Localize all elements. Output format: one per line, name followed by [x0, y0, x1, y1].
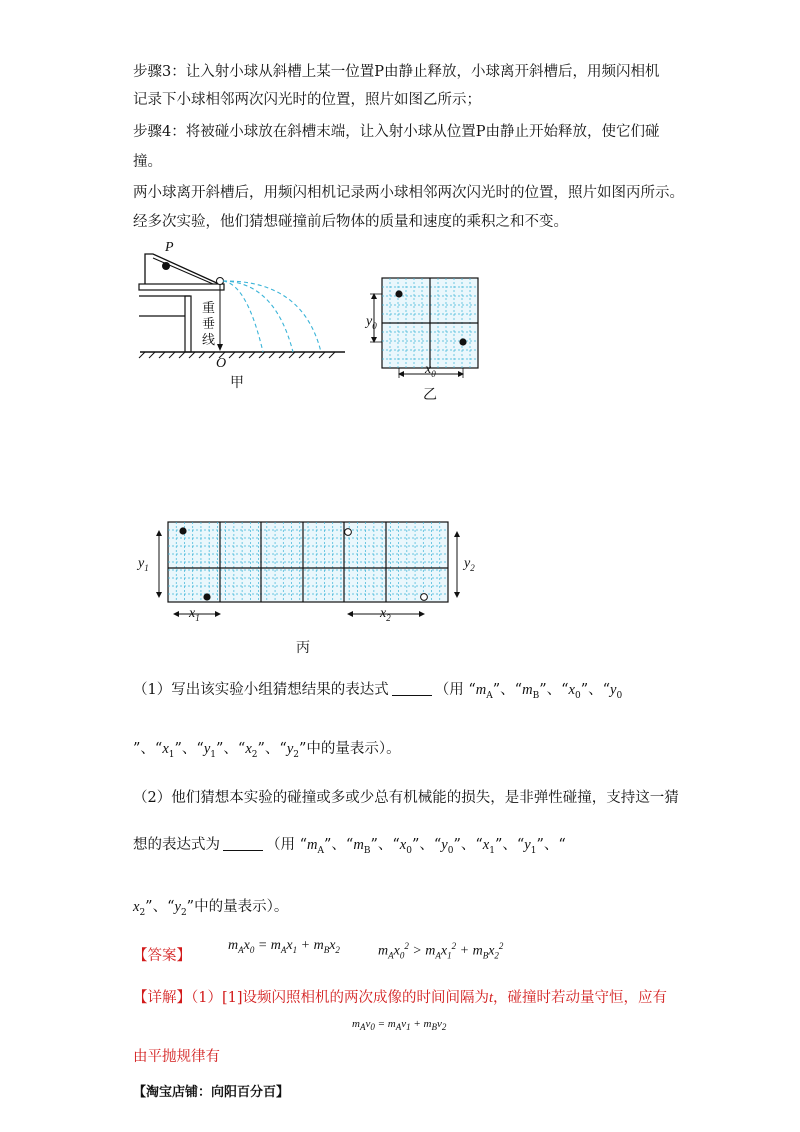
question-2-line2: 想的表达式为 （用 “$m_A$”、“$m_B$”、“$x_0$”、“$y_0$”、“$x_1$”、“$y_1$”、“: [133, 837, 566, 856]
label-y1: $y_1$: [138, 556, 149, 573]
caption-jia: 甲: [230, 375, 244, 391]
label-y0: $y_0$: [366, 314, 377, 331]
answer-blank-2[interactable]: [223, 836, 263, 851]
paragraph-2: 经多次实验，他们猜想碰撞前后物体的质量和速度的乘积之和不变。: [133, 214, 568, 230]
label-O: O: [216, 356, 227, 371]
answer-expression-2: $m_Ax_0^2 > m_Ax_1^2 + m_Bx_2^2$: [378, 941, 504, 961]
paragraph-1: 两小球离开斜槽后，用频闪相机记录两小球相邻两次闪光时的位置，照片如图丙所示。: [133, 185, 684, 201]
detail-line2: 由平抛规律有: [133, 1049, 220, 1065]
footer-shop: 【淘宝店铺：向阳百分百】: [133, 1085, 290, 1100]
answer-label: 【答案】: [133, 948, 191, 964]
caption-bing: 丙: [296, 640, 310, 656]
answer-expression-1: $m_Ax_0 = m_Ax_1 + m_Bx_2$: [228, 938, 340, 955]
answer-blank-1[interactable]: [392, 681, 432, 696]
label-x2: $x_2$: [380, 606, 391, 623]
step4-line1: 步骤4：将被碰小球放在斜槽末端，让入射小球从位置P由静止开始释放，使它们碰: [133, 124, 660, 140]
label-y2: $y_2$: [464, 556, 475, 573]
label-P: P: [165, 240, 174, 255]
label-plumb-3: 线: [202, 333, 216, 348]
question-1-line2: ”、“$x_1$”、“$y_1$”、“$x_2$”、“$y_2$”中的量表示）。: [133, 741, 401, 760]
detail-line1: 【详解】（1）[1]设频闪照相机的两次成像的时间间隔为t，碰撞时若动量守恒，应有: [133, 990, 668, 1006]
step3-line2: 记录下小球相邻两次闪光时的位置，照片如图乙所示；: [133, 92, 481, 108]
label-x0: $x_0$: [425, 362, 436, 379]
question-2-line1: （2）他们猜想本实验的碰撞或多或少总有机械能的损失，是非弹性碰撞，支持这一猜: [133, 790, 679, 806]
step4-line2: 撞。: [133, 154, 162, 170]
step3-line1: 步骤3：让入射小球从斜槽上某一位置P由静止释放，小球离开斜槽后，用频闪相机: [133, 64, 660, 80]
caption-yi: 乙: [423, 387, 437, 403]
label-plumb-1: 重: [202, 301, 216, 316]
figure-jia: [135, 240, 350, 390]
question-1-line1: （1）写出该实验小组猜想结果的表达式 （用 “$m_A$”、“$m_B$”、“$x_0$”、“$y_0$: [133, 682, 623, 701]
label-x1: $x_1$: [189, 606, 200, 623]
momentum-equation: $m_Av_0 = m_Av_1 + m_Bv_2$: [352, 1018, 447, 1033]
label-plumb-2: 垂: [202, 317, 216, 332]
question-2-line3: $x_2$”、“$y_2$”中的量表示）。: [133, 899, 289, 918]
